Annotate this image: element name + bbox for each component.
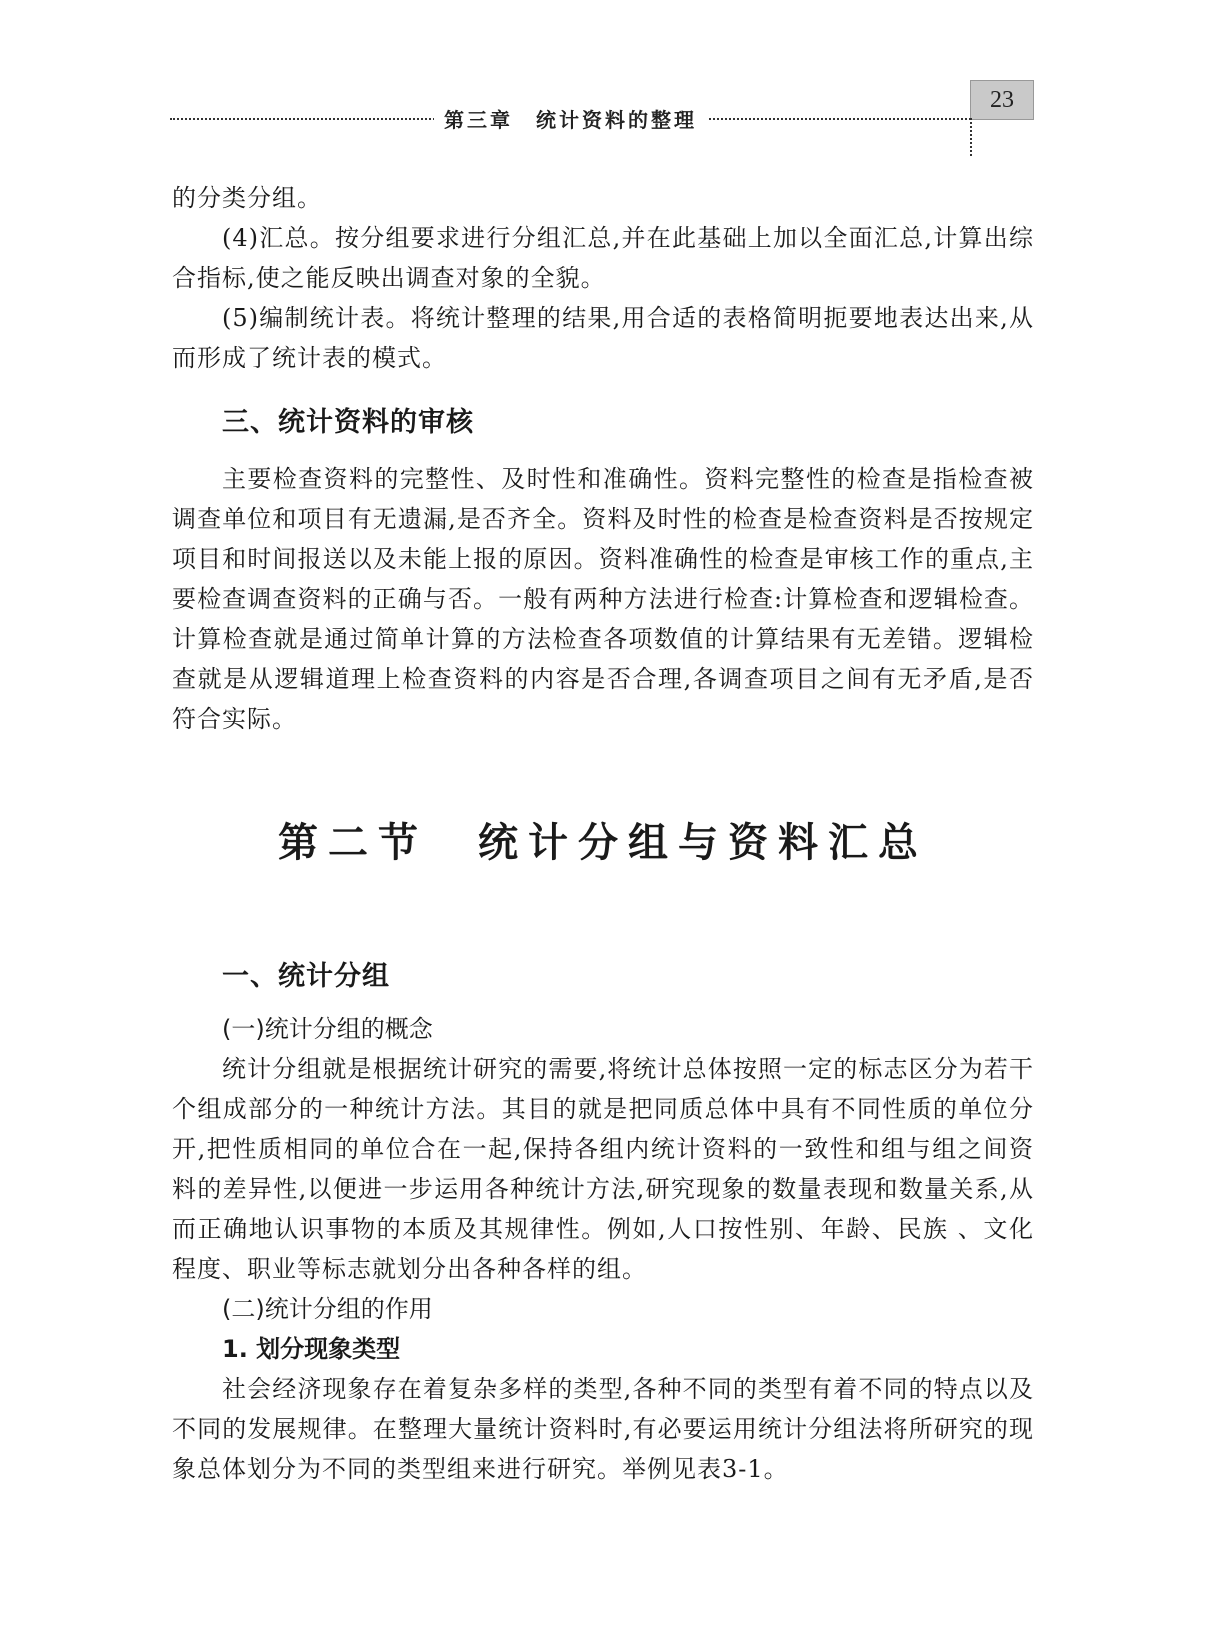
paragraph-continued: 的分类分组。 [172,184,322,212]
paragraph-summary: (4)汇总。按分组要求进行分组汇总,并在此基础上加以全面汇总,计算出综合指标,使之能反映出调查对象的全貌。 [172,224,1034,292]
subheading-function: (二)统计分组的作用 [222,1295,433,1323]
section-title [172,811,1034,868]
chapter-label: 第三章 统计资料的整理 [434,104,707,133]
header-vertical-line [970,118,972,156]
subheading-concept: (一)统计分组的概念 [222,1015,433,1043]
paragraph-types: 社会经济现象存在着复杂多样的类型,各种不同的类型有着不同的特点以及不同的发展规律。在整理大量统计资料时,有必要运用统计分组法将所研究的现象总体划分为不同的类型组来进行研究。举例见表3-1。 [172,1375,1034,1483]
paragraph-table: (5)编制统计表。将统计整理的结果,用合适的表格简明扼要地表达出来,从而形成了统计表的模式。 [172,304,1034,372]
page-body [172,178,1034,1489]
section-name: 统计分组与资料汇总 [478,820,928,866]
item-classify-types: 1. 划分现象类型 [222,1335,401,1363]
page-number: 23 [970,80,1034,120]
heading-grouping: 一、统计分组 [222,961,390,992]
section-number: 第二节 [278,820,428,866]
heading-audit: 三、统计资料的审核 [222,407,474,438]
paragraph-concept: 统计分组就是根据统计研究的需要,将统计总体按照一定的标志区分为若干个组成部分的一种统计方法。其目的就是把同质总体中具有不同性质的单位分开,把性质相同的单位合在一起,保持各组内统计资料的一致性和组与组之间资料的差异性,以便进一步运用各种统计方法,研究现象的数量表现和数量关系,从而正确地认识事物的本质及其规律性。例如,人口按性别、年龄、民族 、文化程度、职业等标志就划分出各种各样的组。 [172,1055,1034,1283]
paragraph-audit: 主要检查资料的完整性、及时性和准确性。资料完整性的检查是指检查被调查单位和项目有无遗漏,是否齐全。资料及时性的检查是检查资料是否按规定项目和时间报送以及未能上报的原因。资料准确性的检查是审核工作的重点,主要检查调查资料的正确与否。一般有两种方法进行检查:计算检查和逻辑检查。计算检查就是通过简单计算的方法检查各项数值的计算结果有无差错。逻辑检查就是从逻辑道理上检查资料的内容是否合理,各调查项目之间有无矛盾,是否符合实际。 [172,465,1034,733]
